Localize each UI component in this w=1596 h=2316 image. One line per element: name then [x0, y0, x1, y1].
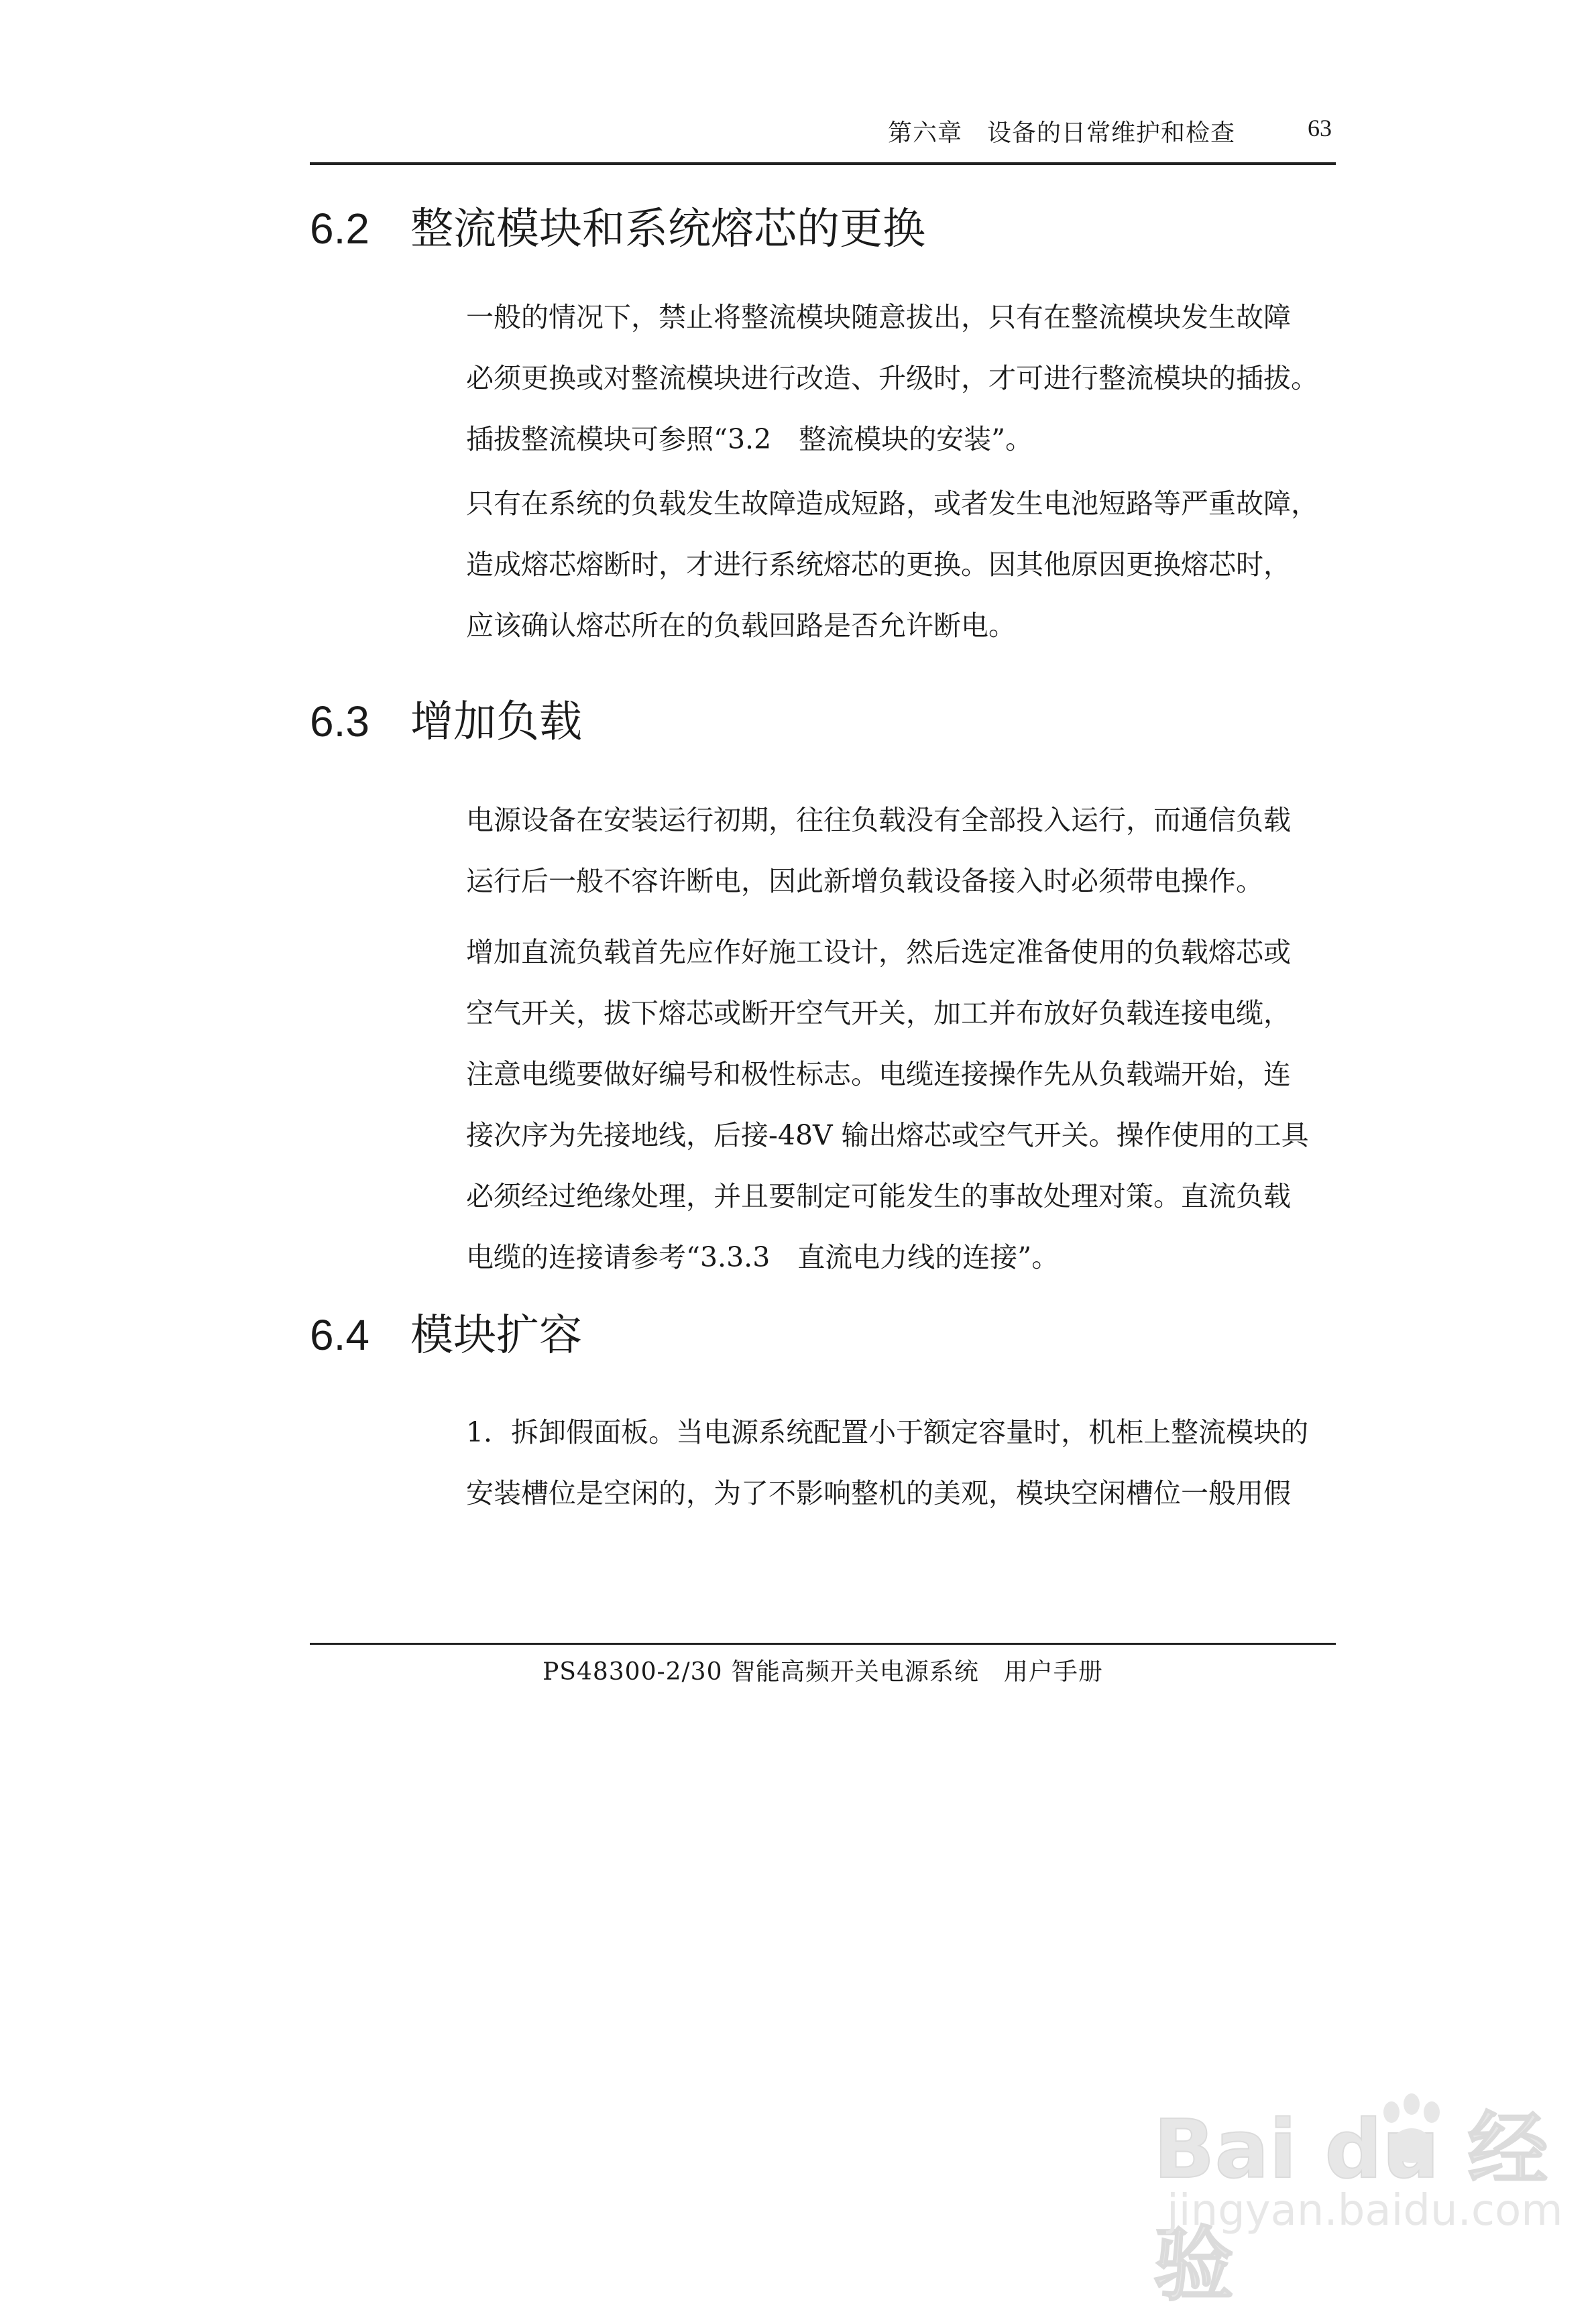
text-line: 必须经过绝缘处理，并且要制定可能发生的事故处理对策。直流负载 — [466, 1180, 1291, 1212]
section-title: 模块扩容 — [410, 1311, 582, 1359]
section-heading-6-4 — [310, 1301, 582, 1363]
section-number: 6.3 — [310, 697, 369, 746]
paragraph — [466, 473, 1338, 656]
watermark-url: jingyan.baidu.com — [1167, 2186, 1563, 2236]
baidu-watermark — [1140, 2085, 1563, 2312]
paragraph — [466, 790, 1338, 912]
section-heading-6-3 — [310, 687, 582, 749]
paw-icon — [1375, 2092, 1448, 2173]
text-line: 必须更换或对整流模块进行改造、升级时，才可进行整流模块的插拔。 — [466, 362, 1318, 394]
paragraph — [466, 922, 1338, 1288]
text-line: 造成熔芯熔断时，才进行系统熔芯的更换。因其他原因更换熔芯时， — [466, 548, 1291, 581]
watermark-logo: Bai du 经验 — [1153, 2103, 1548, 2312]
text-line: 增加直流负载首先应作好施工设计，然后选定准备使用的负载熔芯或 — [466, 936, 1291, 968]
page-number: 63 — [1308, 115, 1332, 141]
text-line: 只有在系统的负载发生故障造成短路，或者发生电池短路等严重故障， — [466, 487, 1318, 520]
page-header — [310, 109, 1336, 165]
chapter-title: 第六章 设备的日常维护和检查 — [887, 119, 1235, 147]
text-line: 应该确认熔芯所在的负载回路是否允许断电。 — [466, 610, 1016, 642]
footer-text: PS48300-2/30 智能高频开关电源系统 用户手册 — [543, 1658, 1103, 1686]
text-line: 注意电缆要做好编号和极性标志。电缆连接操作先从负载端开始，连 — [466, 1058, 1291, 1090]
text-line: 电缆的连接请参考“3.3.3 直流电力线的连接”。 — [466, 1241, 1060, 1273]
section-title: 整流模块和系统熔芯的更换 — [410, 205, 925, 253]
paragraph — [466, 1402, 1338, 1524]
section-number: 6.4 — [310, 1311, 369, 1359]
section-number: 6.2 — [310, 205, 369, 253]
text-line: 电源设备在安装运行初期，往往负载没有全部投入运行，而通信负载 — [466, 804, 1291, 836]
page-footer — [310, 1643, 1336, 1687]
text-line: 1．拆卸假面板。当电源系统配置小于额定容量时，机柜上整流模块的 — [466, 1416, 1309, 1448]
paragraph — [466, 287, 1338, 470]
text-line: 插拔整流模块可参照“3.2 整流模块的安装”。 — [466, 423, 1033, 455]
text-line: 一般的情况下，禁止将整流模块随意拔出，只有在整流模块发生故障 — [466, 301, 1291, 333]
section-heading-6-2 — [310, 194, 925, 256]
text-line: 运行后一般不容许断电，因此新增负载设备接入时必须带电操作。 — [466, 865, 1263, 897]
text-line: 接次序为先接地线，后接-48V 输出熔芯或空气开关。操作使用的工具 — [466, 1119, 1309, 1151]
text-line: 安装槽位是空闲的，为了不影响整机的美观，模块空闲槽位一般用假 — [466, 1477, 1291, 1509]
text-line: 空气开关，拔下熔芯或断开空气开关，加工并布放好负载连接电缆， — [466, 997, 1291, 1029]
section-title: 增加负载 — [410, 697, 582, 746]
